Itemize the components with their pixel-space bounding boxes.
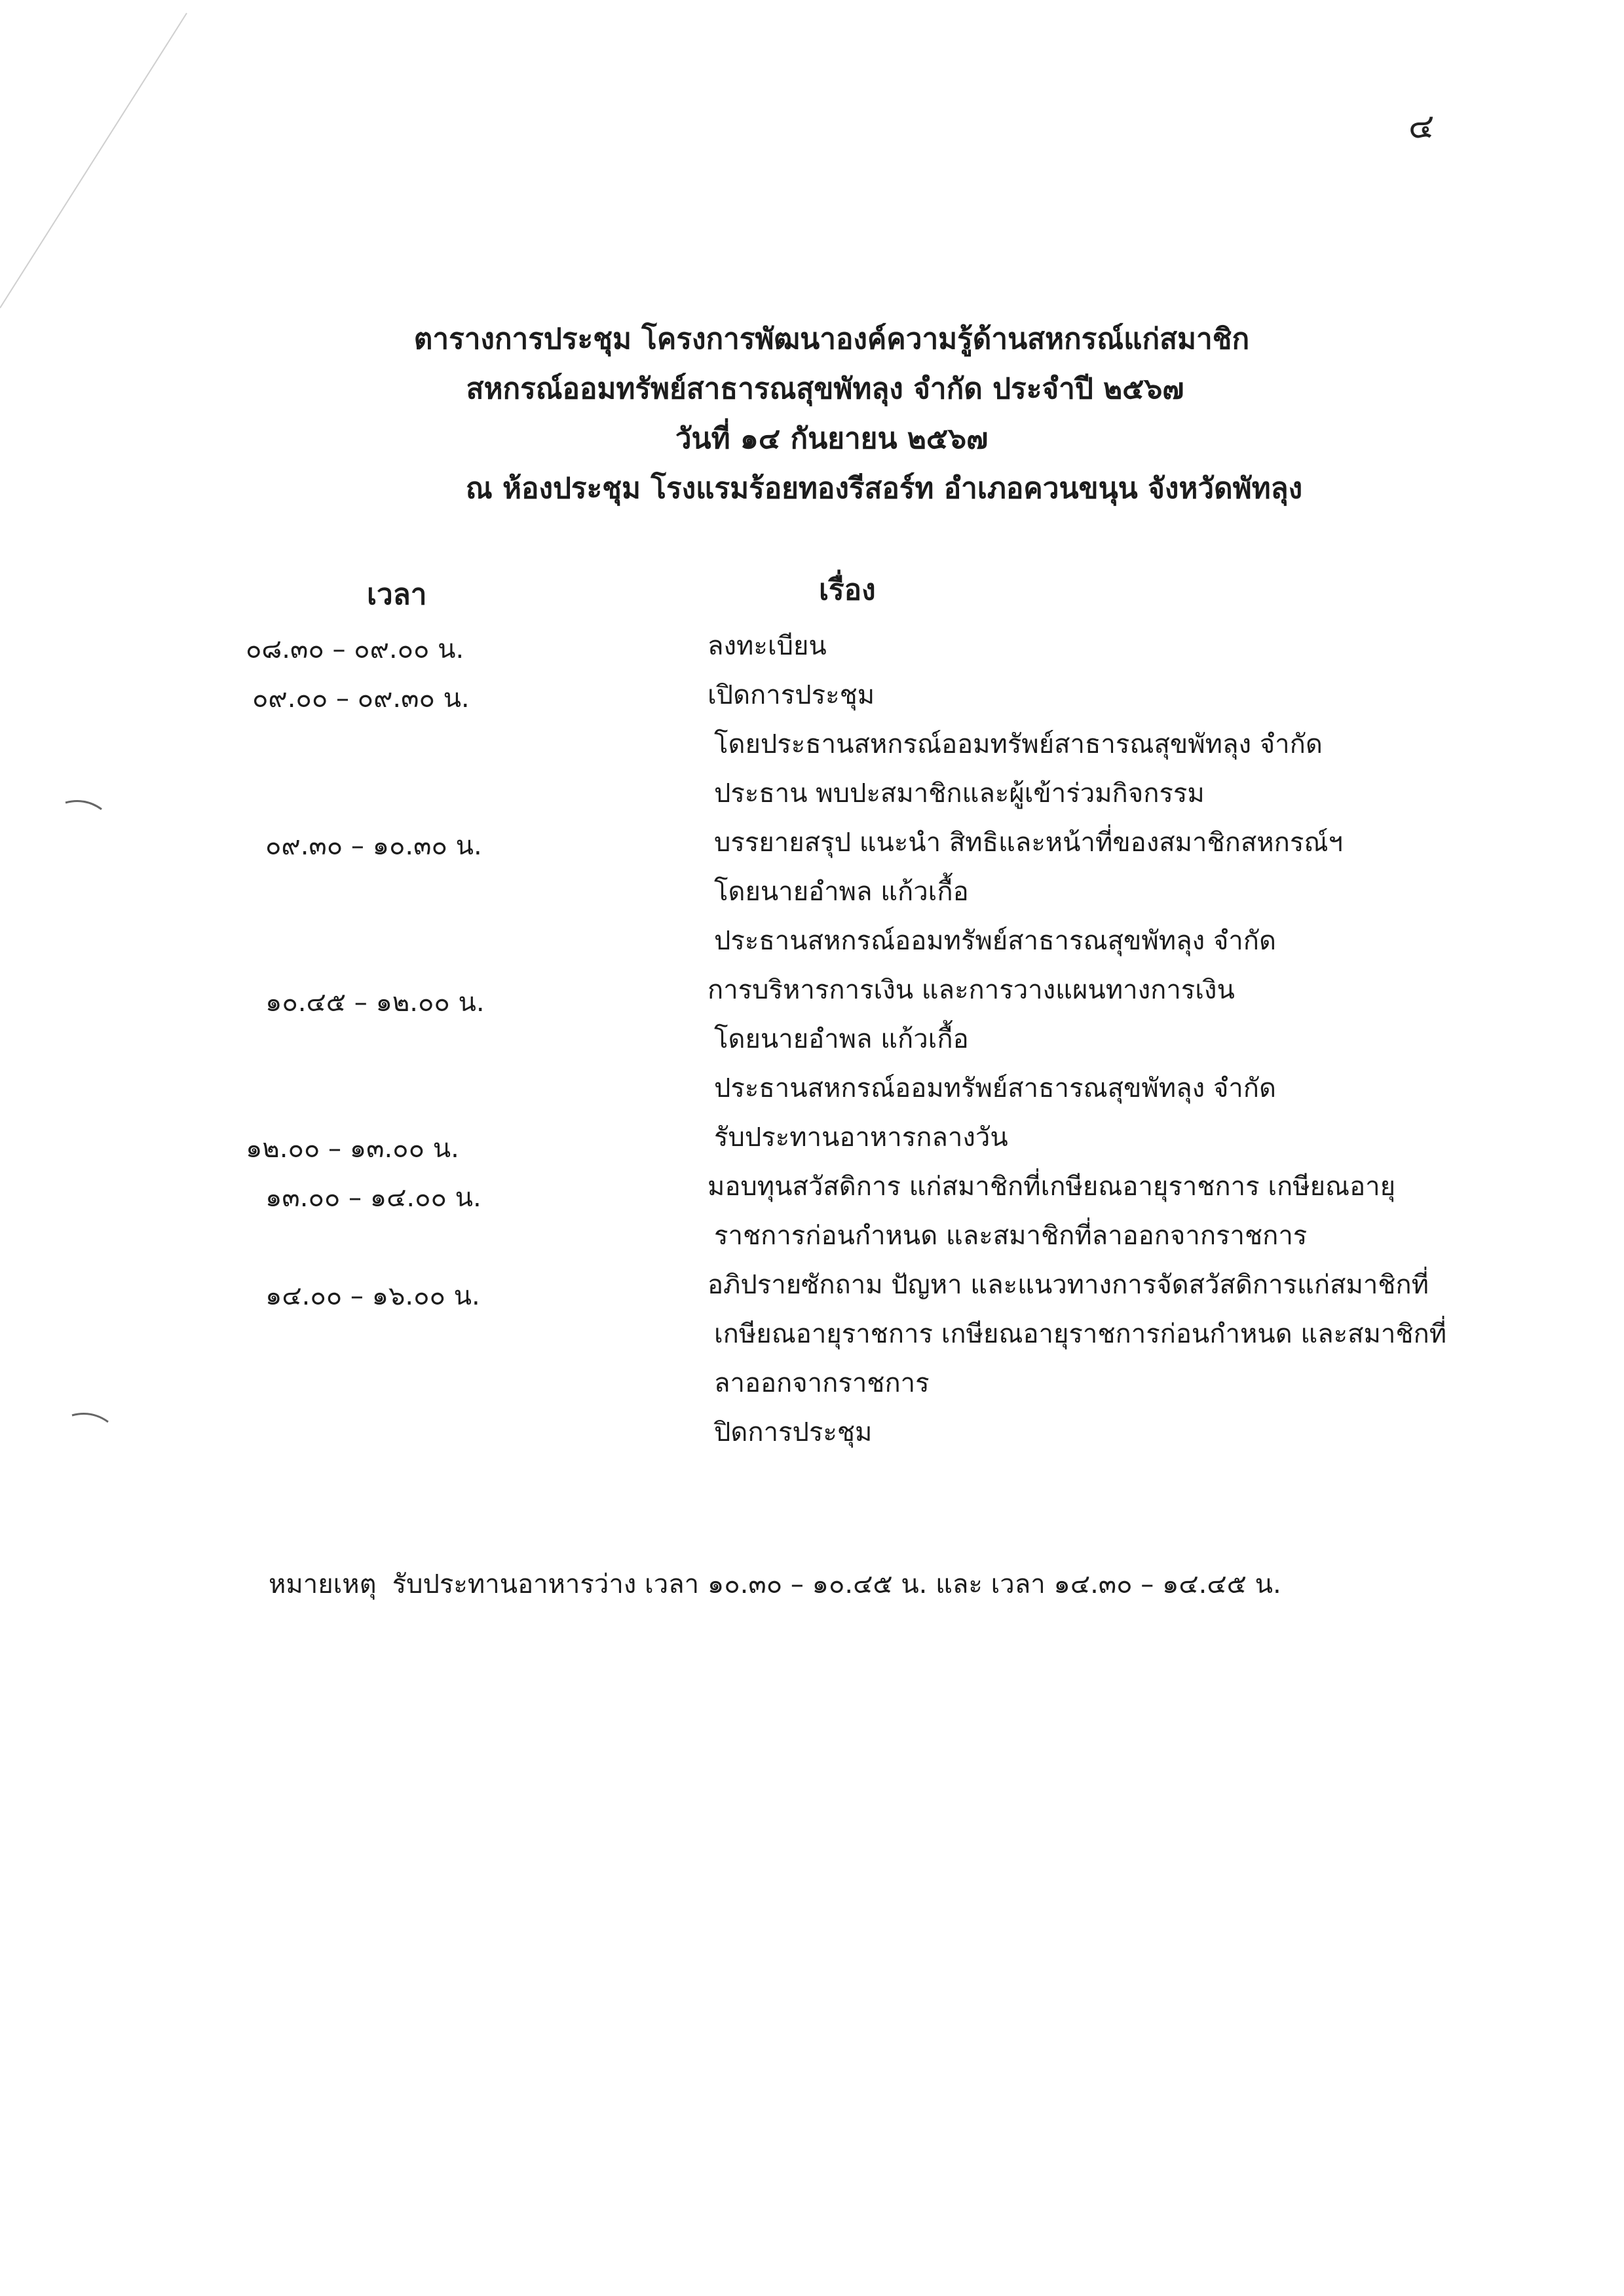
footnote [269, 1563, 1281, 1605]
footnote-label: หมายเหตุ [269, 1569, 377, 1599]
column-header-time: เวลา [367, 578, 427, 611]
schedule-topic: ลงทะเบียน [708, 631, 827, 661]
page-number: ๔ [1408, 107, 1435, 146]
schedule-topic: โดยประธานสหกรณ์ออมทรัพย์สาธารณสุขพัทลุง จำกัด [714, 729, 1323, 759]
header-organization: สหกรณ์ออมทรัพย์สาธารณสุขพัทลุง จำกัด ประจำปี ๒๕๖๗ [466, 372, 1184, 406]
column-header-topic: เรื่อง [819, 573, 876, 607]
schedule-header [0, 315, 1624, 514]
schedule-topic: ราชการก่อนกำหนด และสมาชิกที่ลาออกจากราชการ [714, 1221, 1308, 1251]
schedule-time: ๑๐.๔๕ – ๑๒.๐๐ น. [265, 987, 485, 1018]
schedule-topic: รับประทานอาหารกลางวัน [714, 1122, 1008, 1153]
schedule-topic: ปิดการประชุม [714, 1417, 873, 1447]
schedule-topic: บรรยายสรุป แนะนำ สิทธิและหน้าที่ของสมาชิกสหกรณ์ฯ [714, 828, 1343, 858]
schedule-topic: ประธานสหกรณ์ออมทรัพย์สาธารณสุขพัทลุง จำกัด [714, 926, 1276, 956]
schedule-topic: ประธาน พบปะสมาชิกและผู้เข้าร่วมกิจกรรม [714, 778, 1205, 809]
footnote-text: รับประทานอาหารว่าง เวลา ๑๐.๓๐ – ๑๐.๔๕ น. และ เวลา ๑๔.๓๐ – ๑๔.๔๕ น. [392, 1569, 1281, 1599]
schedule-topic: เปิดการประชุม [708, 680, 875, 710]
schedule-topic: ลาออกจากราชการ [714, 1368, 930, 1398]
scan-mark [62, 796, 108, 822]
header-title: ตารางการประชุม โครงการพัฒนาองค์ความรู้ด้านสหกรณ์แก่สมาชิก [413, 322, 1250, 356]
schedule-time: ๑๓.๐๐ – ๑๔.๐๐ น. [265, 1183, 482, 1213]
schedule-topic: การบริหารการเงิน และการวางแผนทางการเงิน [708, 975, 1235, 1005]
schedule-topic: ประธานสหกรณ์ออมทรัพย์สาธารณสุขพัทลุง จำกัด [714, 1073, 1276, 1103]
schedule-time: ๐๙.๐๐ – ๐๙.๓๐ น. [252, 683, 470, 714]
schedule-time: ๐๘.๓๐ – ๐๙.๐๐ น. [246, 634, 464, 664]
schedule-time: ๑๔.๐๐ – ๑๖.๐๐ น. [265, 1281, 480, 1311]
schedule-time: ๐๙.๓๐ – ๑๐.๓๐ น. [265, 831, 482, 861]
scan-mark [69, 1409, 115, 1435]
schedule-time: ๑๒.๐๐ – ๑๓.๐๐ น. [246, 1134, 459, 1164]
schedule-topic: โดยนายอำพล แก้วเกื้อ [714, 1024, 969, 1054]
scan-corner-fold [0, 0, 197, 315]
header-venue: ณ ห้องประชุม โรงแรมร้อยทองรีสอร์ท อำเภอควนขนุน จังหวัดพัทลุง [465, 472, 1303, 505]
schedule-topic: โดยนายอำพล แก้วเกื้อ [714, 877, 969, 907]
header-date: วันที่ ๑๔ กันยายน ๒๕๖๗ [675, 422, 989, 455]
schedule-topic: เกษียณอายุราชการ เกษียณอายุราชการก่อนกำหนด และสมาชิกที่ [714, 1319, 1447, 1349]
schedule-topic: อภิปรายซักถาม ปัญหา และแนวทางการจัดสวัสดิการแก่สมาชิกที่ [708, 1270, 1429, 1300]
schedule-topic: มอบทุนสวัสดิการ แก่สมาชิกที่เกษียณอายุราชการ เกษียณอายุ [708, 1172, 1396, 1202]
